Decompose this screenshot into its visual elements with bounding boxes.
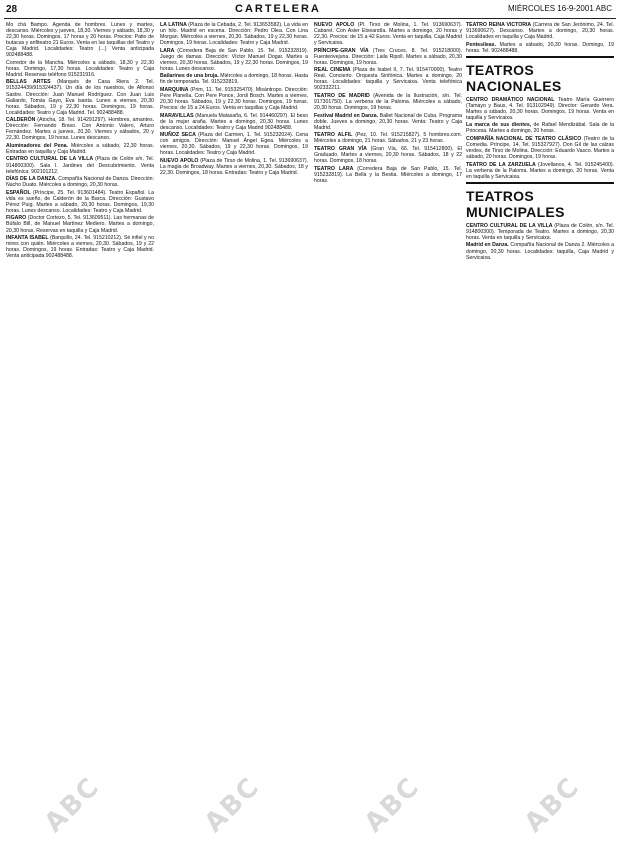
listing-text: (Corredera Baja de San Pablo, 15. Tel. 915232819). La Bella y la Bestia. Miércoles a domingo, 17 horas. [314, 165, 462, 184]
page-number: 28 [6, 4, 18, 15]
listing-text: (Doctor Cortezo, 5. Tel. 913609511). Las hermanas de Búfalo Bill, de Manuel Martínez Mediero. Martes a domingo, 20,30 horas. Reservas en taquilla y Caja Madrid. [6, 215, 154, 234]
listing-entry [314, 67, 462, 91]
listing-entry [314, 22, 462, 46]
venue-name: TEATRO GRAN VÍA [314, 145, 371, 152]
listing-text: (Marqués de Casa Riera 2. Tel. 915324439/915324437). Un día de los nuestros, de Alfonso Sastre. Dirección: Juan Manuel Rodríguez. Con Juan Luis Galiardo, Tomás Gayo, Eva Isanta. Lunes a viernes, 20,30 horas. Sábados, 19 y 22,30 horas. Domingos, 19 horas. Localidades: Teatro y Caja Madrid. Tel. 902488488. [6, 79, 154, 116]
listing-entry [6, 143, 154, 155]
listing-text: (Carrera de San Jerónimo, 24. Tel. 913690627). Descanso. Martes a domingo, 20,30 horas. Localidades en taquilla y Caja Madrid. [466, 22, 614, 41]
watermark-stamp: ABC [358, 771, 427, 839]
listing-text: (Plaza del Carmen, 1. Tel. 915232024). Cena con amigos. Dirección: Manuel Ángel Egea. Miércoles a viernes, 20,30. Sábados, 19 y 22,30 horas. Domingos, 19 horas. Localidades: Teatro y Caja Madrid. [160, 132, 308, 157]
listing-entry [6, 60, 154, 78]
watermark-stamp: ABC [38, 771, 107, 839]
venue-name: ESPAÑOL [6, 189, 33, 196]
listing-entry [6, 117, 154, 141]
section-heading: TEATROS MUNICIPALES [466, 187, 565, 220]
listing-text: Miércoles a domingo, 18 horas. Hasta fin de temporada. Tel. 915232819. [160, 73, 308, 86]
venue-name: INFANTA ISABEL [6, 235, 50, 242]
watermark-stamp: ABC [518, 771, 587, 839]
listing-text: Miércoles a sábado, 22,30 horas. Entradas en taquilla y Caja Madrid. [6, 142, 154, 155]
listing-text: (Plaza de Colón, s/n. Tel. 914800300). Temporada de Teatro. Martes a domingo, 20,30 horas. Venta en taquilla y Servicaixa. [466, 222, 614, 241]
venue-name: PRÍNCIPE-GRAN VÍA [314, 47, 373, 54]
listing-text: de Rafael Mendizábal. Sala de la Princesa. Martes a domingo, 20 horas. [466, 122, 614, 135]
listing-text: (Barquillo, 24. Tel. 915210212). Sé infiel y no mires con quién. Miércoles a viernes, 20,30. Sábados, 19 y 22 horas. Domingos, 19 horas. Entradas: Teatro y Caja Madrid. Venta anticipada 902488488. [6, 235, 154, 260]
listing-entry [314, 48, 462, 66]
venue-name: REAL CINEMA [314, 67, 353, 74]
venue-name: CENTRO CULTURAL DE LA VILLA [466, 222, 555, 229]
listing-text: (Jovellanos, 4. Tel. 915245400). La verbena de la Paloma. Martes a domingo, 20 horas. Venta en taquilla y Servicaixa. [466, 161, 615, 180]
issue-date: MIÉRCOLES 16-9-2001 ABC [507, 4, 612, 13]
listing-entry [466, 122, 614, 134]
listing-text: (Manuela Malasaña, 6. Tel. 914460297). El beso de la mujer araña. Martes a domingo, 20,30 horas. Lunes descanso. Localidades: Teatro y Caja Madrid 902488488. [160, 112, 308, 131]
venue-name: TEATRO DE MADRID [314, 93, 374, 100]
watermark-stamp: ABC [198, 771, 267, 839]
venue-name: COMPAÑÍA NACIONAL DE TEATRO CLÁSICO [466, 136, 584, 143]
venue-name: MARQUINA [160, 86, 191, 93]
listing-entry [160, 48, 308, 72]
listing-text: Teatro María Guerrero (Tamayo y Baus, 4. Tel. 913102949). Director: Gerardo Vera. Martes a sábado, 20,30 horas. Domingos, 19 horas. Venta en taquilla y Servicaixa. [466, 96, 614, 121]
listing-text: (Plaza de Isabel II, 7. Tel. 915470000). Teatro Real. Concierto. Orquesta Sinfónica. Martes a domingo, 20 horas. Localidades: taquilla y Servicaixa. Venta telefónica 902332211. [314, 67, 462, 92]
listing-text: Compañía Nacional de Danza 2. Miércoles a domingo, 20,30 horas. Localidades: taquilla, Caja Madrid y Servicaixa. [466, 242, 614, 261]
listing-entry [466, 136, 614, 160]
listing-entry [6, 235, 154, 259]
listing-text: (Avenida de la Ilustración, s/n. Tel. 917301750). La verbena de la Paloma. Miércoles a sábado, 20,30 horas. Domingos, 19 horas. [314, 93, 462, 112]
listing-text: Compañía Nacional de Danza. Dirección: Nacho Duato. Miércoles a domingo, 20,30 horas. [6, 176, 154, 189]
column-1 [6, 22, 154, 261]
listing-text: (Atocha, 18. Tel. 914291297). Hombres, amantes. Dirección: Fernando Bravo. Con Antonio Valero, Arturo Fernández. Martes a jueves, 20,30. Viernes y sábados, 20 y 22,30. Domingos, 19 horas. Lunes descanso. [6, 117, 155, 142]
venue-name: FIGARO [6, 215, 28, 222]
header-rule [4, 18, 616, 19]
column-4 [466, 22, 614, 262]
listing-text: Ballet Nacional de Cuba. Programa doble. Jueves a domingo, 20,30 horas. Venta: Teatro y Caja Madrid. [314, 112, 462, 131]
venue-name: MUÑOZ SECA [160, 132, 199, 139]
listing-entry [466, 242, 614, 260]
listing-entry [6, 176, 154, 188]
venue-name: Bailarines de una bruja. [160, 73, 221, 80]
listing-entry [466, 42, 614, 54]
venue-name: La marca de sus dientes, [466, 122, 534, 129]
listing-entry [466, 223, 614, 241]
listing-text: (Plaza de Colón s/n. Tel. 914800300). Sala I. Jardines del Descubrimiento. Venta telefónica: 902101212. [6, 156, 154, 175]
listing-entry [160, 113, 308, 131]
column-2 [160, 22, 308, 178]
listing-text: (Teatro de la Comedia. Príncipe, 14. Tel. 915327927). Don Gil de las calzas verdes, de Tirso de Molina. Dirección: Eduardo Vasco. Martes a sábado, 20 horas. Domingos, 19 horas. [466, 136, 614, 161]
listing-text: (Tres Cruces, 8. Tel. 915218000). Fuenteovejuna. Dirección: Laila Ripoll. Martes a sábado, 20,30 horas. Domingos, 19 horas. [314, 47, 462, 66]
listing-entry [314, 132, 462, 144]
listing-text: (Príncipe, 25. Tel. 913601484). Teatro Español. La vida es sueño, de Calderón de la Barca. Dirección: Gustavo Pérez Puig. Martes a sábado, 20,30 horas. Domingos, 19,30 horas. Lunes descanso. Localidades: Teatro y Caja Madrid. [6, 189, 154, 214]
listing-entry [160, 73, 308, 85]
listing-entry [160, 158, 308, 176]
listing-entry [466, 97, 614, 121]
listing-text: (Pl. Tirso de Molina, 1. Tel. 913690637). Cabaret. Con Asier Etxeandía. Martes a domingo, 20 horas y 22,30. Precios: de 15 a 42 Euros. Venta en taquilla, Caja Madrid y Servicaixa. [314, 22, 462, 47]
listing-entry [314, 146, 462, 164]
venue-name: Pentesileas. [466, 41, 500, 48]
venue-name: TEATRO ALFIL [314, 132, 356, 139]
venue-name: NUEVO APOLO [160, 157, 201, 164]
section-heading: TEATROS NACIONALES [466, 61, 562, 94]
listing-entry [314, 113, 462, 131]
venue-name: Festival Madrid en Danza. [314, 112, 380, 119]
venue-name: TEATRO LARA [314, 165, 358, 172]
venue-name: TEATRO DE LA ZARZUELA [466, 161, 538, 168]
venue-name: LA LATINA [160, 22, 189, 28]
venue-name: CENTRO DRAMÁTICO NACIONAL [466, 96, 559, 103]
listing-text: Martes a sábado, 20,30 horas. Domingo, 19 horas. Tel. 902488488. [466, 41, 614, 54]
listing-text: (Pez, 10. Tel. 915215827). 5 hombres.com. Miércoles a domingo, 21 horas. Sábados, 21 y 23 horas. [314, 132, 463, 145]
venue-name: NUEVO APOLO [314, 22, 358, 28]
listing-entry [314, 166, 462, 184]
listing-entry [466, 162, 614, 180]
listing-text: (Plaza de la Cebada, 2. Tel. 913653582). La vida en un hilo. Madrid en escena. Dirección: Pedro Olea. Con Lina Morgan. Miércoles a viernes, 20,30. Sábados, 19 y 22,30 horas. Domingos, 19 horas. Localidades: Teatro y Caja Madrid. [160, 22, 308, 47]
listing-entry [6, 156, 154, 174]
listing-entry [314, 93, 462, 111]
listing-entry [6, 215, 154, 233]
column-3 [314, 22, 462, 185]
listing-text: (Plaza de Tirso de Molina, 1. Tel. 913690637). La magia de Broadway. Martes a viernes, 20,30. Sábados, 18 y 22,30. Domingos, 18 horas. Entradas: Teatro y Caja Madrid. [160, 157, 308, 177]
listing-entry [160, 132, 308, 156]
venue-name: DÍAS DE LA DANZA. [6, 176, 59, 183]
venue-name: Aluminadores del Pena. [6, 142, 71, 149]
section-rule [466, 182, 614, 184]
venue-name: CENTRO CULTURAL DE LA VILLA [6, 156, 96, 163]
venue-name: BELLAS ARTES [6, 79, 58, 86]
listing-entry [160, 87, 308, 111]
venue-name: CALDERÓN [6, 117, 38, 124]
listing-text: (Gran Vía, 66. Tel. 915412800). El Graduado. Martes a viernes, 20,30 horas. Sábados, 18 y 22 horas. Domingos, 18 horas. [314, 145, 462, 164]
listing-text: Mo chá Bampo. Agenda de hombres. Lunes y martes, descanso. Miércoles y jueves, 18,30. Viernes y sábado, 18,30 y 22,30 horas. Domingos, 17 horas y 20 horas. Precios: Patio de butacas y anfiteatro 21 Euros. Venta en las taquillas del Teatro y Caja Madrid. Localidades: Teatro (...) Venta anticipada 902488488. [6, 22, 154, 59]
listing-entry [6, 22, 154, 58]
listing-entry [6, 190, 154, 214]
listing-text: (Prim, 11. Tel. 915325470). Misántropo. Dirección: Pere Planella. Con Pere Ponce, Jordi Bosch. Martes a viernes, 20,30 horas. Sábados, 19 y 22,30 horas. Domingos, 19 horas. Precios: de 15 a 24 Euros. Venta en taquillas y Caja Madrid. [160, 86, 309, 112]
listing-entry [466, 22, 614, 40]
venue-name: TEATRO REINA VICTORIA [466, 22, 533, 28]
venue-name: MARAVILLAS [160, 112, 196, 119]
listing-text: (Corredera Baja de San Pablo, 15. Tel. 915232819). Juego de damas. Dirección: Víctor Manuel Dogar. Martes a viernes, 20,30 horas. Sábados, 19 y 22,30 horas. Domingos, 19 horas. Lunes descanso. [160, 47, 308, 72]
venue-name: LARA [160, 47, 178, 54]
section-title: CARTELERA [235, 3, 321, 15]
section-rule [466, 56, 614, 58]
venue-name: Madrid en Danza. [466, 242, 511, 249]
listing-text: Corredor de la Mancha. Miércoles a sábado, 18,30 y 22,30 horas. Domingo, 17,30 horas. Localidades: Teatro y Caja Madrid. Reservas teléfono 915231916. [6, 59, 154, 78]
listing-entry [160, 22, 308, 46]
listing-entry [6, 79, 154, 115]
